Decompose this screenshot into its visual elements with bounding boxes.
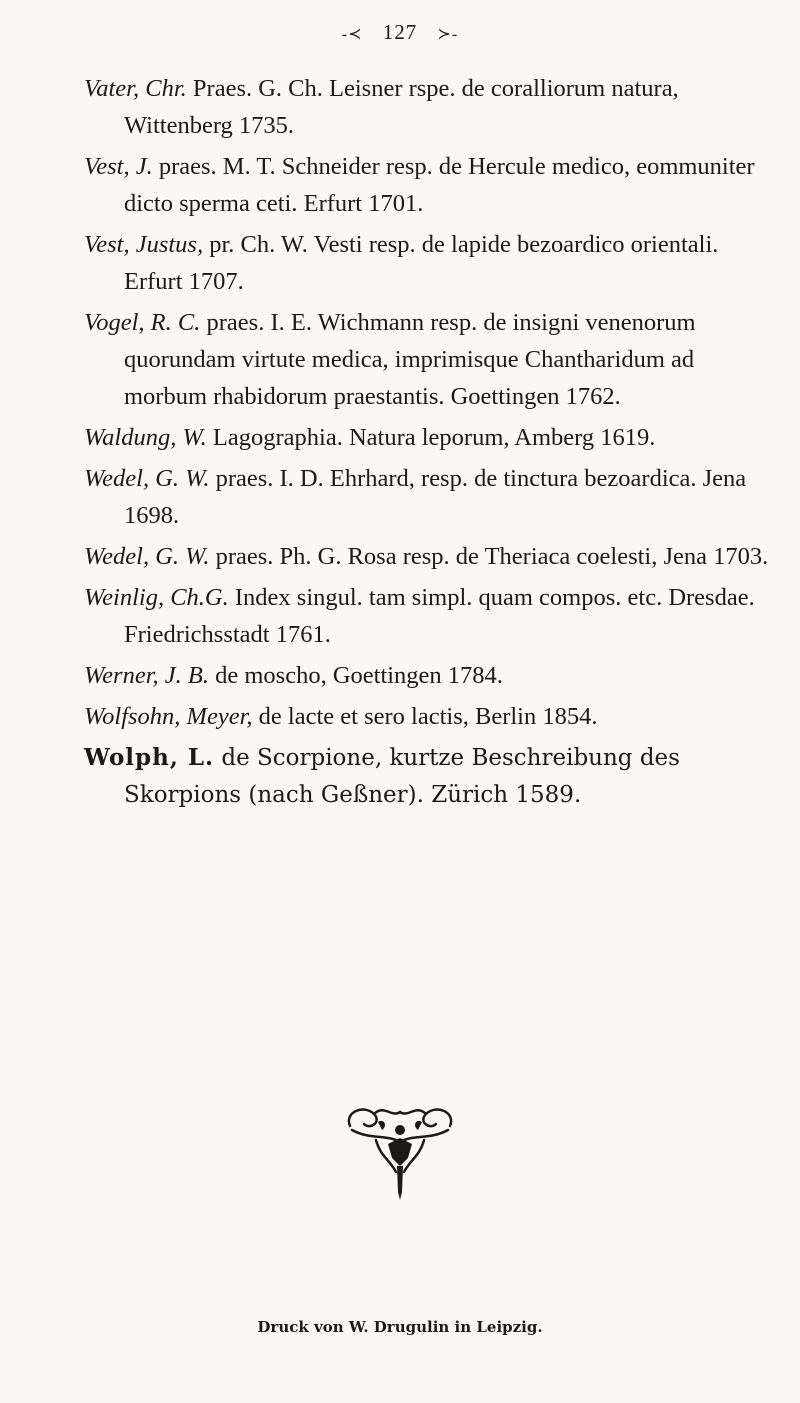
printer-imprint: Druck von W. Drugulin in Leipzig. [257,1318,543,1336]
bibliography-entry [84,304,774,415]
entry-author: Wolfsohn, Meyer, [84,703,253,730]
bibliography-entry [84,579,774,653]
page-number: 127 [382,20,418,44]
entry-text: pr. Ch. W. Vesti resp. de lapide bezoardico orientali. Erfurt 1707. [124,231,719,295]
bibliography-entry [84,419,774,456]
entry-text: de moscho, Goettingen 1784. [215,662,503,689]
entry-author: Vest, J. [84,153,153,180]
entry-author: Wolph, L. [84,744,215,771]
entry-text: Lagographia. Natura leporum, Amberg 1619. [212,424,656,451]
bibliography-entry [84,698,774,735]
entry-text: Praes. G. Ch. Leisner rspe. de coralliorum natura, Wittenberg 1735. [124,75,679,139]
bibliography-entry [84,148,774,222]
entry-text: praes. Ph. G. Rosa resp. de Theriaca coelesti, Jena 1703. [215,543,769,570]
bibliography-list [84,70,774,818]
entry-text: de Scorpione, kurtze Beschreibung des Skorpions (nach Geßner). Zürich 1589. [124,745,680,808]
entry-text: praes. I. E. Wichmann resp. de insigni venenorum quorundam virtute medica, imprimisque Chantharidum ad morbum rhabidorum praestantis. Goettingen 1762. [124,309,696,410]
entry-text: de lacte et sero lactis, Berlin 1854. [258,703,598,730]
bibliography-entry [84,739,774,814]
entry-author: Werner, J. B. [84,662,209,689]
entry-author: Vogel, R. C. [84,309,201,336]
bibliography-entry [84,460,774,534]
entry-author: Waldung, W. [84,424,207,451]
tailpiece-ornament-icon [340,1100,460,1210]
entry-author: Weinlig, Ch.G. [84,584,229,611]
entry-text: Index singul. tam simpl. quam compos. etc. Dresdae. Friedrichsstadt 1761. [124,584,755,648]
bibliography-entry [84,70,774,144]
entry-text: praes. I. D. Ehrhard, resp. de tinctura bezoardica. Jena 1698. [124,465,747,529]
bibliography-entry [84,226,774,300]
bibliography-entry [84,538,774,575]
page-header [0,20,800,45]
entry-author: Vest, Justus, [84,231,204,258]
entry-author: Vater, Chr. [84,75,187,102]
entry-author: Wedel, G. W. [84,465,210,492]
right-ornament: ≻- [437,26,459,43]
entry-text: praes. M. T. Schneider resp. de Hercule medico, eommuniter dicto sperma ceti. Erfurt 1701. [124,153,755,217]
left-ornament: -≺ [341,26,363,43]
entry-author: Wedel, G. W. [84,543,210,570]
bibliography-entry [84,657,774,694]
